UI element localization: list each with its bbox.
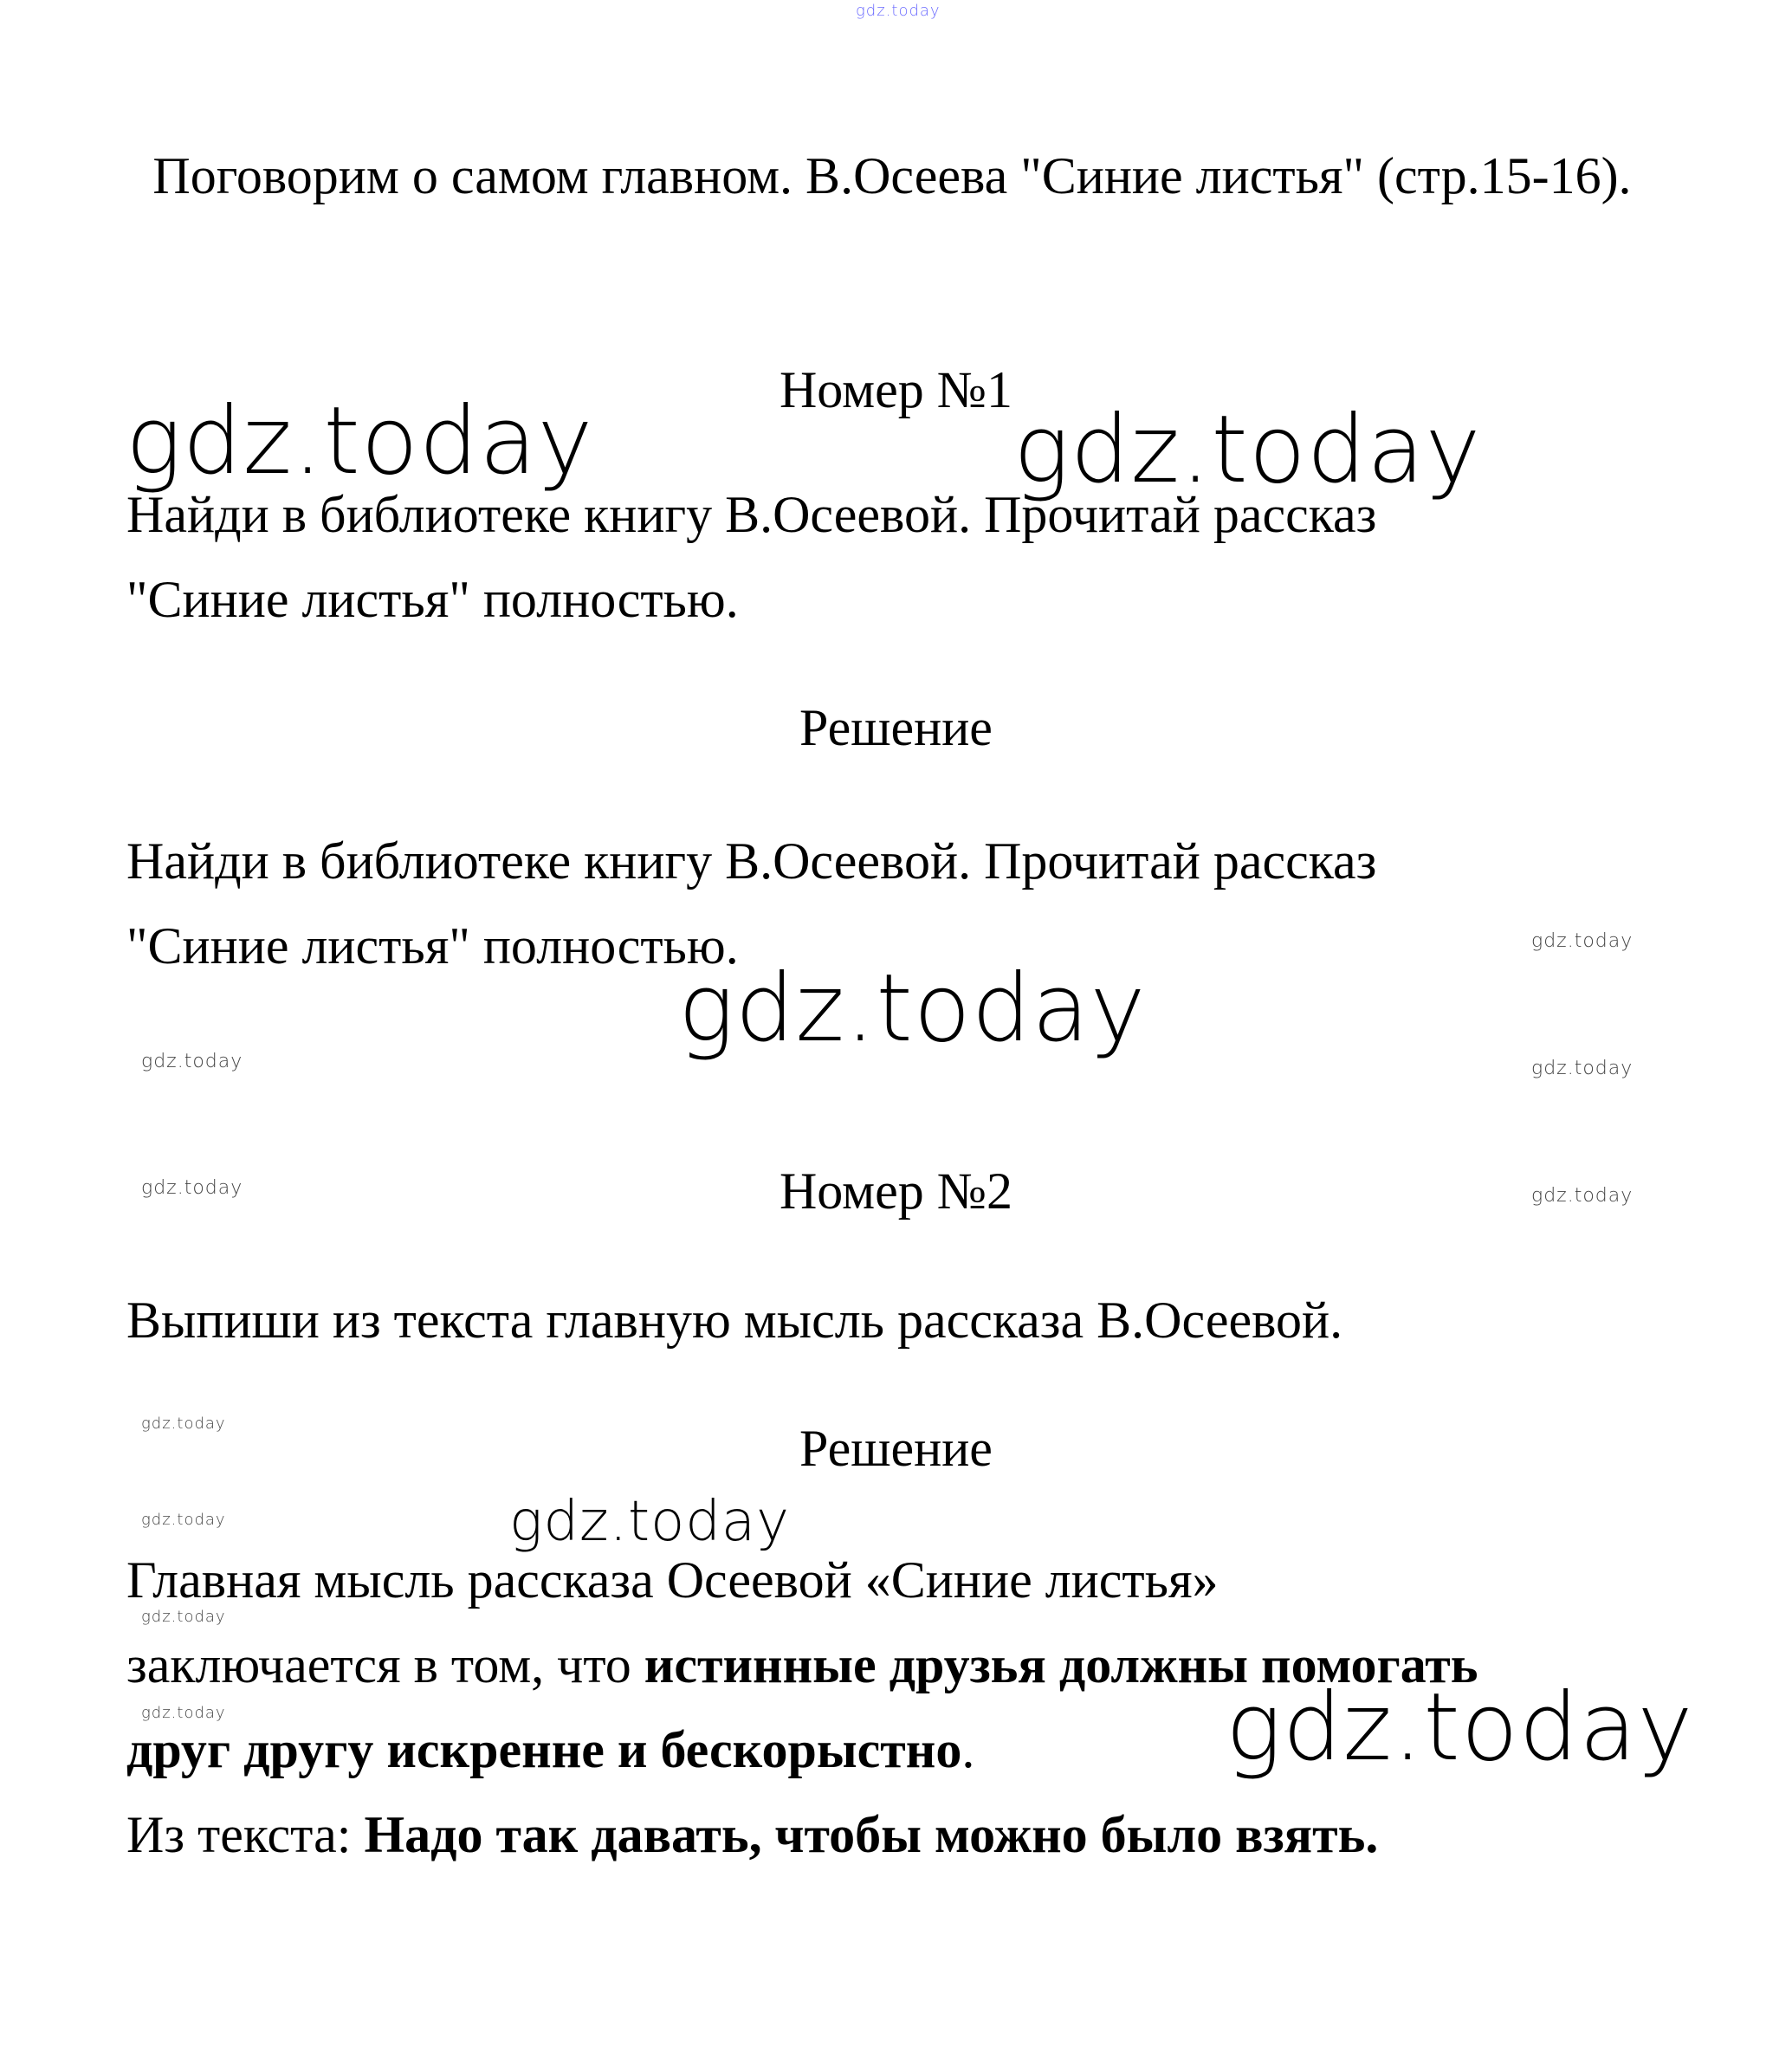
- task-2-answer-line-4: [126, 1792, 1685, 1877]
- task-2-answer-line-1: Главная мысль рассказа Осеевой «Синие листья»: [126, 1551, 1219, 1609]
- page-title: Поговорим о самом главном. В.Осеева "Синие листья" (стр.15-16).: [152, 147, 1632, 204]
- task-1-heading: Номер №1: [779, 361, 1013, 418]
- watermark-small: gdz.today: [1531, 1058, 1634, 1079]
- task-2-question: Выпиши из текста главную мысль рассказа В.Осеевой.: [126, 1292, 1343, 1349]
- watermark-top: gdz.today: [856, 2, 941, 20]
- watermark-small: gdz.today: [1531, 930, 1634, 952]
- watermark-large: gdz.today: [678, 955, 1147, 1063]
- task-1-question-line-2: "Синие листья" полностью.: [126, 571, 739, 628]
- watermark-small: gdz.today: [141, 1177, 243, 1199]
- watermark-tiny: gdz.today: [141, 1511, 226, 1529]
- watermark-large: gdz.today: [1013, 396, 1482, 504]
- quote-bold-text: Надо так давать, чтобы можно было взять.: [364, 1806, 1379, 1863]
- watermark-large: gdz.today: [1226, 1674, 1694, 1782]
- watermark-small: gdz.today: [141, 1051, 243, 1072]
- answer-plain-text: .: [961, 1721, 975, 1778]
- watermark-tiny: gdz.today: [141, 1415, 226, 1433]
- answer-bold-text: друг другу искренне и бескорыстно: [126, 1721, 962, 1778]
- answer-plain-text: заключается в том, что: [126, 1636, 644, 1693]
- watermark-tiny: gdz.today: [141, 1608, 226, 1626]
- watermark-tiny: gdz.today: [141, 1704, 226, 1722]
- task-1-question-line-1: Найди в библиотеке книгу В.Осеевой. Прочитай рассказ: [126, 486, 1377, 543]
- watermark-small: gdz.today: [1531, 1185, 1634, 1207]
- task-2-solution-heading: Решение: [799, 1420, 993, 1477]
- task-1-solution-heading: Решение: [799, 699, 993, 756]
- task-1-answer-line-1: Найди в библиотеке книгу В.Осеевой. Прочитай рассказ: [126, 832, 1377, 890]
- watermark-large: gdz.today: [126, 387, 594, 495]
- task-2-heading: Номер №2: [779, 1162, 1013, 1220]
- task-1-answer-line-2: "Синие листья" полностью.: [126, 917, 739, 974]
- answer-plain-text: Из текста:: [126, 1806, 365, 1863]
- answer-bold-text: истинные друзья должны помогать: [644, 1636, 1478, 1693]
- watermark-medium: gdz.today: [509, 1490, 790, 1554]
